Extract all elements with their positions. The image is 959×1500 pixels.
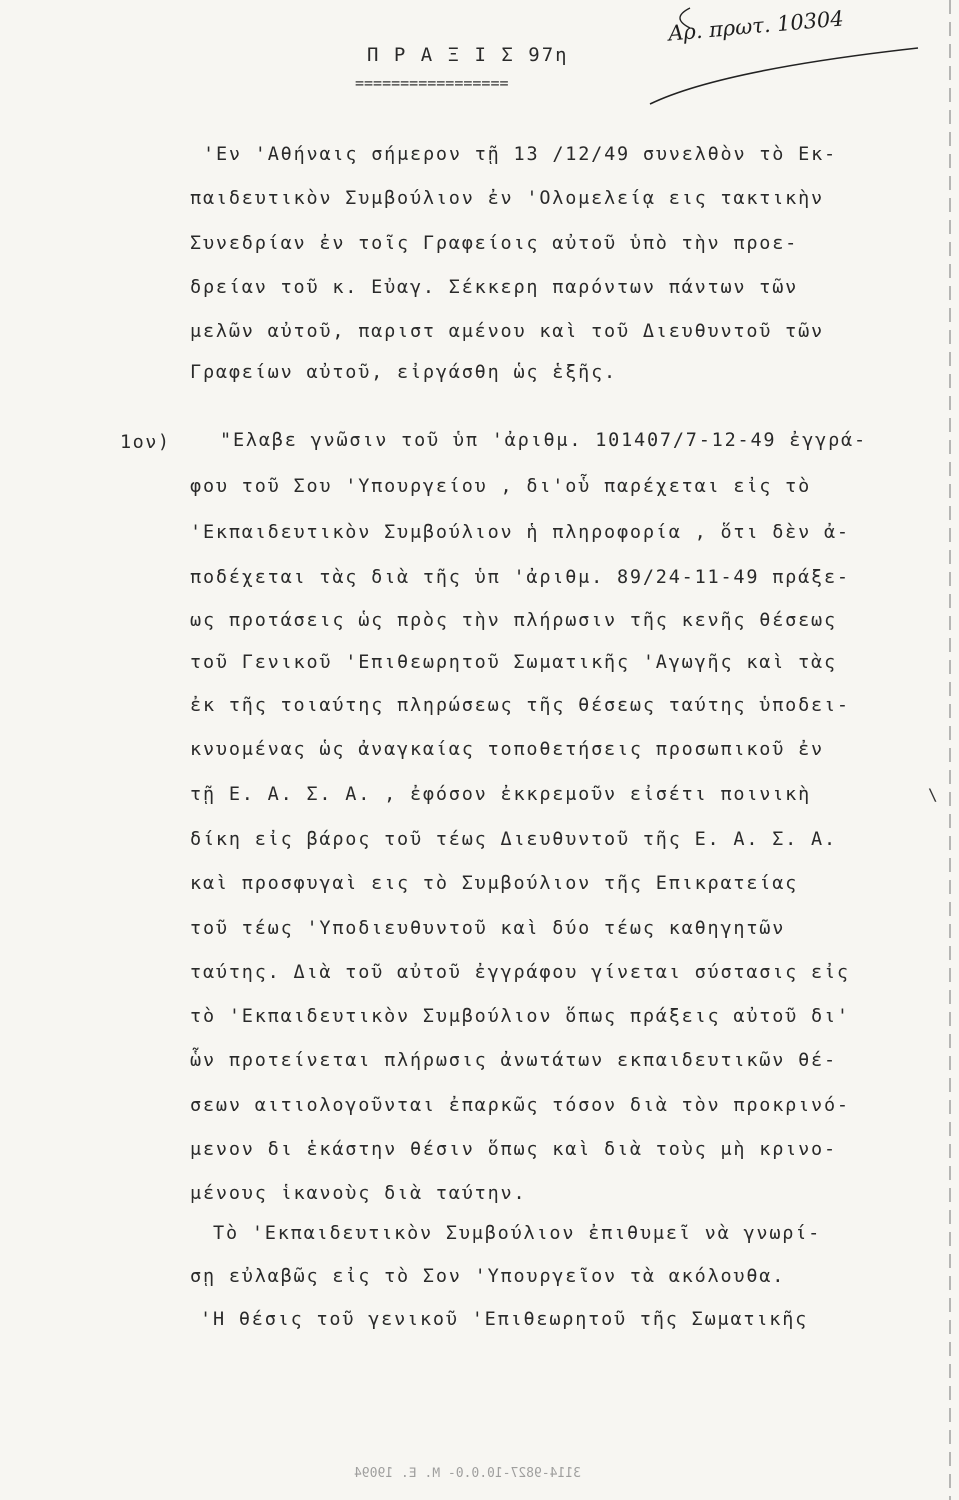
handwritten-protocol-number: Αρ. πρωτ. 10304 [667, 6, 845, 46]
page-edge-mark [949, 0, 951, 1500]
body-line: τοῦ Γενικοῦ 'Επιθεωρητοῦ Σωματικῆς 'Αγωγῆς καὶ τὰς [190, 652, 837, 673]
body-line: ἐκ τῆς τοιαύτης πληρώσεως τῆς θέσεως ταύτης ὑποδει- [190, 695, 850, 716]
body-line: σῃ εὐλαβῶς εἰς τὸ Σον 'Υπουργεῖον τὰ ακόλουθα. [190, 1266, 786, 1287]
body-line: "Ελαβε γνῶσιν τοῦ ὑπ 'ἀριθμ. 101407/7-12-49 ἐγγρά- [220, 430, 867, 451]
body-line: μένους ἱκανοὺς διὰ ταύτην. [190, 1183, 527, 1204]
body-line: ποδέχεται τὰς διὰ τῆς ὑπ 'ἀριθμ. 89/24-11-49 πράξε- [190, 567, 850, 588]
body-line: τῇ Ε. Α. Σ. Α. , ἐφόσον ἐκκρεμοῦν εἰσέτι ποινικὴ [190, 784, 812, 805]
title-underline: ================= [355, 74, 509, 92]
body-line: κνυομένας ὡς ἀναγκαίας τοποθετήσεις προσωπικοῦ ἐν [190, 739, 824, 760]
body-line: τὸ 'Εκπαιδευτικὸν Συμβούλιον ὅπως πράξεις αὐτοῦ δι' [190, 1006, 850, 1027]
body-line: Συνεδρίαν ἐν τοῖς Γραφείοις αὐτοῦ ὑπὸ τὴν προε- [190, 233, 799, 254]
paragraph-number: 1ον) [120, 432, 171, 453]
body-line: καὶ προσφυγαὶ εις τὸ Συμβούλιον τῆς Επικρατείας [190, 873, 799, 894]
body-line: φου τοῦ Σου 'Υπουργείου , δι'οὗ παρέχεται εἰς τὸ [190, 476, 812, 497]
body-line: δίκη εἰς βάρος τοῦ τέως Διευθυντοῦ τῆς Ε. Α. Σ. Α. [190, 829, 837, 850]
document-title: Π Ρ Α Ξ Ι Σ 97η [367, 44, 569, 66]
body-line: ως προτάσεις ὡς πρὸς τὴν πλήρωσιν τῆς κενῆς θέσεως [190, 610, 837, 631]
body-line: Γραφείων αὐτοῦ, εἰργάσθη ὡς ἑξῆς. [190, 362, 617, 383]
body-line: σεων αιτιολογοῦνται ἐπαρκῶς τόσον διὰ τὸν προκρινό- [190, 1095, 850, 1116]
body-line: μελῶν αὐτοῦ, παριστ αμένου καὶ τοῦ Διευθυντοῦ τῶν [190, 321, 824, 342]
body-line: μενον δι ἑκάστην θέσιν ὅπως καὶ διὰ τοὺς μὴ κρινο- [190, 1139, 837, 1160]
body-line: 'Η θέσις τοῦ γενικοῦ 'Επιθεωρητοῦ τῆς Σωματικῆς [200, 1309, 809, 1330]
body-line: ὧν προτείνεται πλήρωσις ἀνωτάτων εκπαιδευτικῶν θέ- [190, 1050, 837, 1071]
body-line: παιδευτικὸν Συμβούλιον ἐν 'Ολομελείᾳ εις τακτικὴν [190, 188, 824, 209]
margin-tick-mark: \ [928, 785, 938, 804]
body-line: 'Εν 'Αθήναις σήμερον τῇ 13 /12/49 συνελθὸν τὸ Εκ- [203, 144, 837, 165]
body-line: δρείαν τοῦ κ. Εὐαγ. Σέκκερη παρόντων πάντων τῶν [190, 277, 799, 298]
body-line: ταύτης. Διὰ τοῦ αὐτοῦ ἐγγράφου γίνεται σύστασις εἰς [190, 962, 850, 983]
printer-stamp-mirrored: 3114-9827-10.0.0- Μ. Ε. 19094 [354, 1466, 581, 1481]
body-line: 'Εκπαιδευτικὸν Συμβούλιον ἡ πληροφορία , ὅτι δὲν ἀ- [190, 522, 850, 543]
body-line: τοῦ τέως 'Υποδιευθυντοῦ καὶ δύο τέως καθηγητῶν [190, 918, 786, 939]
body-line: Τὸ 'Εκπαιδευτικὸν Συμβούλιον ἐπιθυμεῖ νὰ γνωρί- [213, 1223, 822, 1244]
